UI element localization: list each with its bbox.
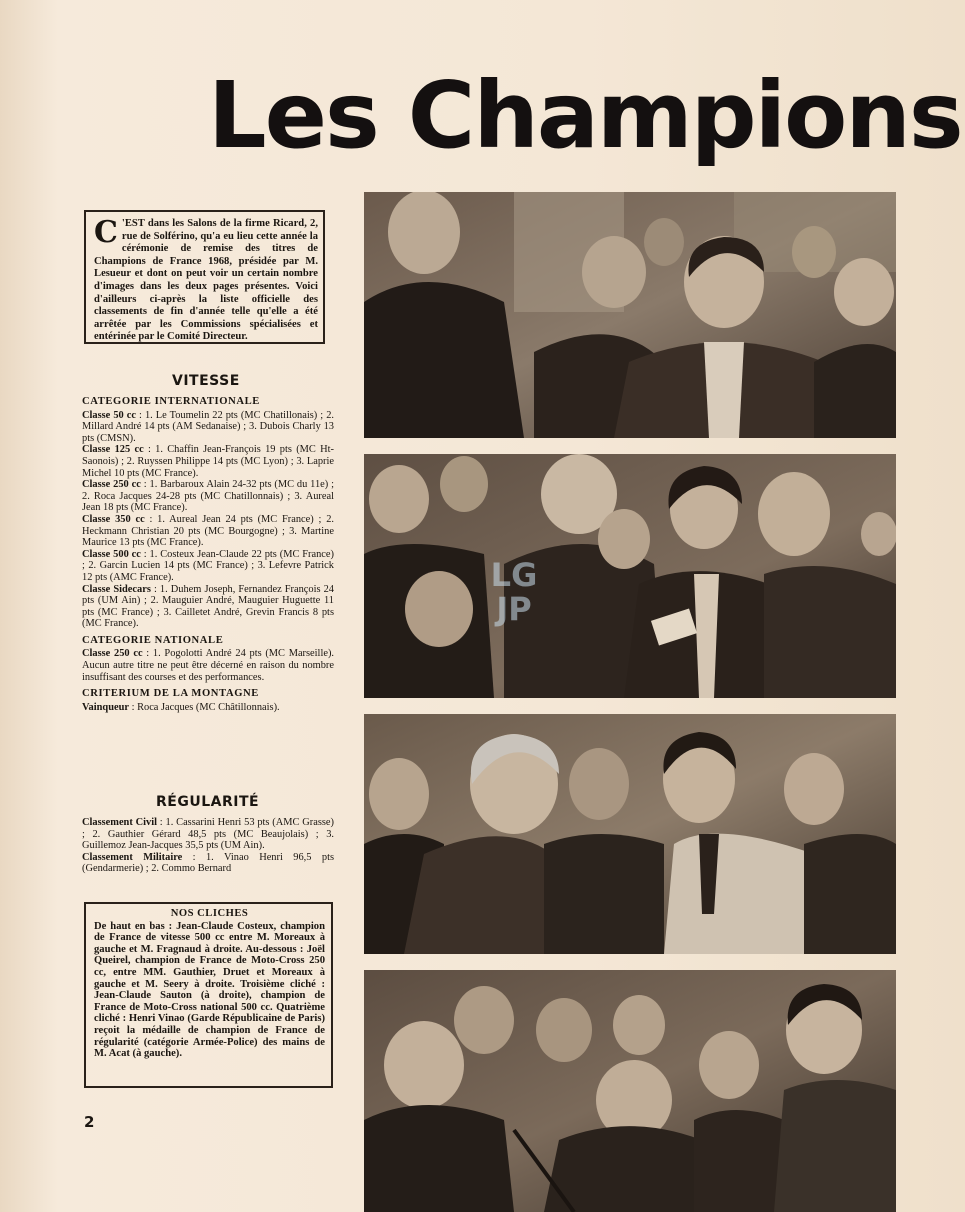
- result-entry: Classe 250 cc : 1. Barbaroux Alain 24-32 pts (MC du 11e) ; 2. Roca Jacques 24-28 pts (MC Chatillonnais) ; 3. Aureal Jean 18 pts (MC France).: [82, 479, 335, 514]
- result-entry: Classement Militaire : 1. Vinao Henri 96,5 pts (Gendarmerie) ; 2. Commo Bernard: [82, 851, 334, 875]
- section-title-vitesse: VITESSE: [172, 373, 240, 389]
- vitesse-column: [82, 396, 334, 713]
- intro-text: 'EST dans les Salons de la firme Ricard, 2, rue de Solférino, qu'a eu lieu cette année la cérémonie de remise des titres de Champions de France 1968, présidée par M. Lesueur et dont on peut voir un certain nombre d'images dans les deux pages présentes. Voici d'ailleurs ci-après la liste officielle des classements de fin d'année telle qu'elle a été arrêtée par les Commissions spécialisées et entérinée par le Comité Directeur.: [94, 218, 318, 343]
- regularite-column: [82, 817, 334, 875]
- photo-2: [364, 454, 896, 698]
- category-title-internationale: CATEGORIE INTERNATIONALE: [82, 396, 260, 407]
- page-number: 2: [84, 1113, 95, 1131]
- captions-title: NOS CLICHES: [170, 908, 249, 919]
- intro-box: [84, 210, 325, 344]
- result-entry: Classe 250 cc : 1. Pogolotti André 24 pts (MC Marseille). Aucun autre titre ne peut être décerné en raison du nombre insuffisant des courses et des performances.: [82, 648, 335, 683]
- drop-cap: C: [94, 215, 118, 250]
- category-title-nationale: CATEGORIE NATIONALE: [82, 634, 224, 646]
- photo-captions-box: [84, 902, 333, 1088]
- page-title: Les Champions: [208, 62, 962, 169]
- result-entry: Classe 500 cc : 1. Costeux Jean-Claude 22 pts (MC France) ; 2. Garcin Lucien 14 pts (MC France) ; 3. Lefevre Patrick 12 pts (AMC France).: [82, 548, 334, 583]
- result-entry: Classe 125 cc : 1. Chaffin Jean-François 19 pts (MC Ht-Saonois) ; 2. Ruyssen Philippe 14 pts (MC Lyon) ; 3. Laprie Michel 10 pts (MC France).: [82, 444, 334, 479]
- result-entry: Classe Sidecars : 1. Duhem Joseph, Fernandez François 24 pts (UM Ain) ; 2. Mauguier André, Mauguier Huguette 11 pts (MC France) ; 3. Cailletet André, Grevin Francis 8 pts (MC France).: [82, 583, 334, 630]
- photo-1: [364, 192, 896, 438]
- photo-4: [364, 970, 896, 1212]
- watermark: LG JP: [490, 556, 538, 628]
- result-entry: Vainqueur : Roca Jacques (MC Châtillonnais).: [82, 701, 280, 713]
- result-entry: Classe 50 cc : 1. Le Toumelin 22 pts (MC Chatillonais) ; 2. Millard André 14 pts (AM Sedanaise) ; 3. Dubois Charly 13 pts (CMSN).: [82, 409, 334, 444]
- captions-text: De haut en bas : Jean-Claude Costeux, champion de France de vitesse 500 cc entre M. Moreaux à gauche et M. Fragnaud à droite. Au-dessous : Joël Queirel, champion de France de Moto-Cross 250 cc, entre MM. Gauthier, Druet et Moreaux à gauche et M. Seery à droite. Troisième cliché : Jean-Claude Sauton (à droite), champion de France de Moto-Cross national 500 cc. Quatrième cliché : Henri Vinao (Garde Républicaine de Paris) reçoit la médaille de champion de France de régularité (catégorie Armée-Police) des mains de M. Acat (à gauche).: [94, 920, 325, 1060]
- category-title-montagne: CRITERIUM DE LA MONTAGNE: [82, 688, 259, 700]
- section-title-regularite: RÉGULARITÉ: [156, 794, 260, 810]
- result-entry: Classement Civil : 1. Cassarini Henri 53 pts (AMC Grasse) ; 2. Gauthier Gérard 48,5 pts (MC Beaujolais) ; 3. Guillemoz Jean-Jacques 35,5 pts (UM Ain).: [82, 817, 334, 852]
- result-entry: Classe 350 cc : 1. Aureal Jean 24 pts (MC France) ; 2. Heckmann Christian 20 pts (MC Bourgogne) ; 3. Martine Maurice 13 pts (MC France).: [82, 513, 334, 549]
- photo-3: [364, 714, 896, 954]
